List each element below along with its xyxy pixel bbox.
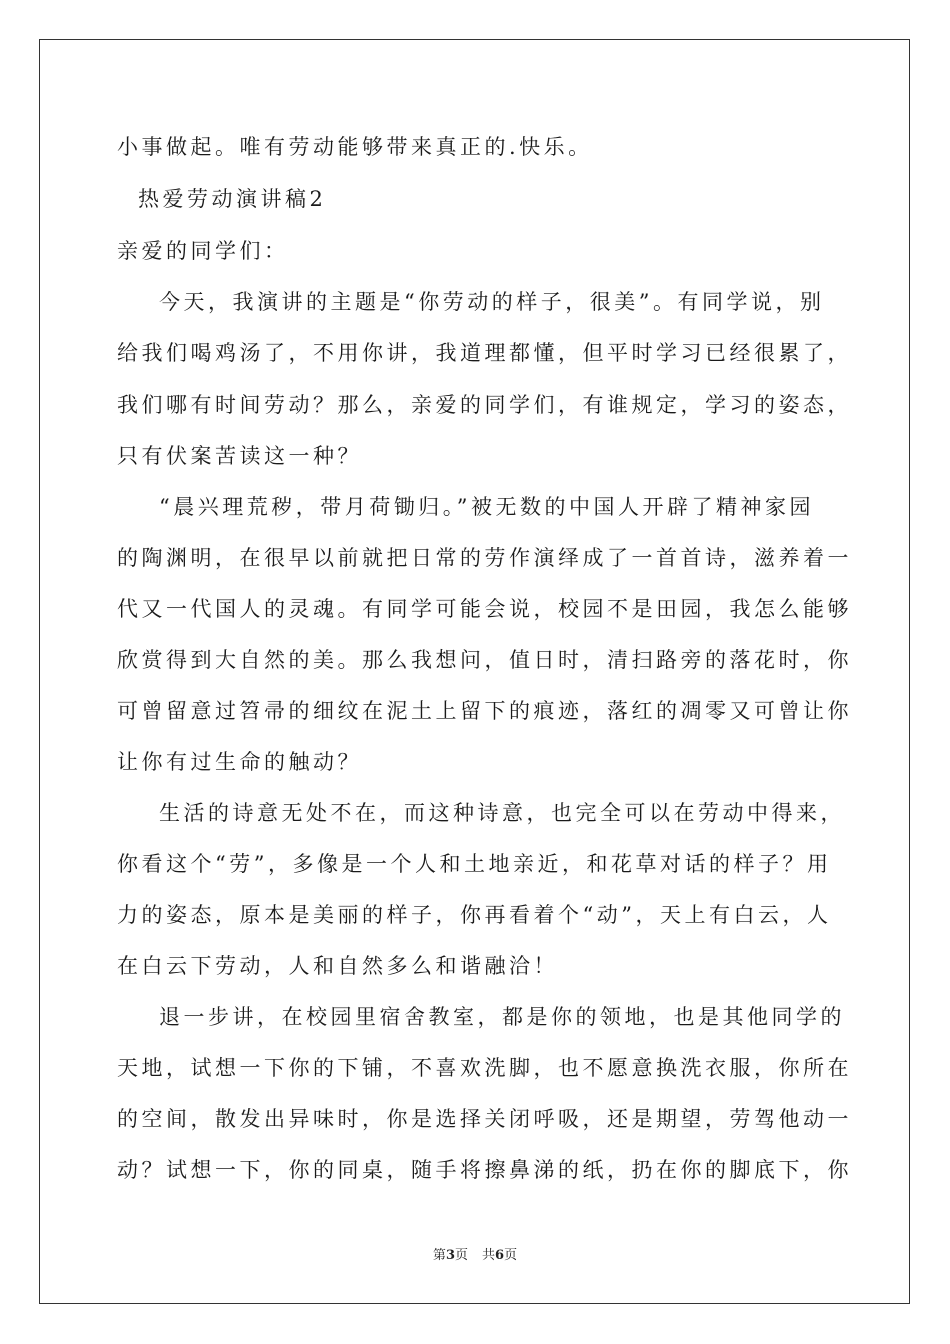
text-line: 欣赏得到大自然的美。那么我想问，值日时，清扫路旁的落花时，你 [117, 648, 852, 672]
text-line: 的空间，散发出异味时，你是选择关闭呼吸，还是期望，劳驾他动一 [117, 1107, 852, 1131]
text-line: 天地，试想一下你的下铺，不喜欢洗脚，也不愿意换洗衣服，你所在 [117, 1056, 852, 1080]
current-page-number: 3 [445, 1248, 455, 1263]
section-heading: 热爱劳动演讲稿2 [138, 187, 327, 211]
text-line: 你看这个“劳”，多像是一个人和土地亲近，和花草对话的样子？用 [117, 852, 832, 876]
page-footer [0, 1247, 950, 1265]
text-line: 动？试想一下，你的同桌，随手将擦鼻涕的纸，扔在你的脚底下，你 [117, 1158, 852, 1182]
total-page-number: 6 [495, 1248, 505, 1263]
page-prefix: 第 [432, 1248, 446, 1263]
text-line: 退一步讲，在校园里宿舍教室，都是你的领地，也是其他同学的 [159, 1005, 845, 1029]
salutation: 亲爱的同学们： [117, 239, 289, 263]
text-line: 我们哪有时间劳动？那么，亲爱的同学们，有谁规定，学习的姿态， [117, 393, 852, 417]
text-line: 生活的诗意无处不在，而这种诗意，也完全可以在劳动中得来， [159, 801, 845, 825]
text-line: “晨兴理荒秽，带月荷锄归。”被无数的中国人开辟了精神家园 [159, 495, 814, 519]
text-line: 小事做起。唯有劳动能够带来真正的.快乐。 [117, 135, 593, 159]
text-line: 力的姿态，原本是美丽的样子，你再看着个“动”，天上有白云，人 [117, 903, 832, 927]
text-line: 今天，我演讲的主题是“你劳动的样子，很美”。有同学说，别 [159, 290, 825, 314]
total-suffix: 页 [504, 1248, 518, 1263]
text-line: 在白云下劳动，人和自然多么和谐融洽！ [117, 954, 558, 978]
text-line: 给我们喝鸡汤了，不用你讲，我道理都懂，但平时学习已经很累了， [117, 341, 852, 365]
text-line: 可曾留意过笤帚的细纹在泥土上留下的痕迹，落红的凋零又可曾让你 [117, 699, 852, 723]
page-suffix: 页 [454, 1248, 468, 1263]
text-line: 只有伏案苦读这一种？ [117, 444, 362, 468]
text-line: 让你有过生命的触动？ [117, 750, 362, 774]
text-line: 代又一代国人的灵魂。有同学可能会说，校园不是田园，我怎么能够 [117, 597, 852, 621]
text-line: 的陶渊明，在很早以前就把日常的劳作演绎成了一首首诗，滋养着一 [117, 546, 852, 570]
total-prefix: 共 [482, 1248, 496, 1263]
